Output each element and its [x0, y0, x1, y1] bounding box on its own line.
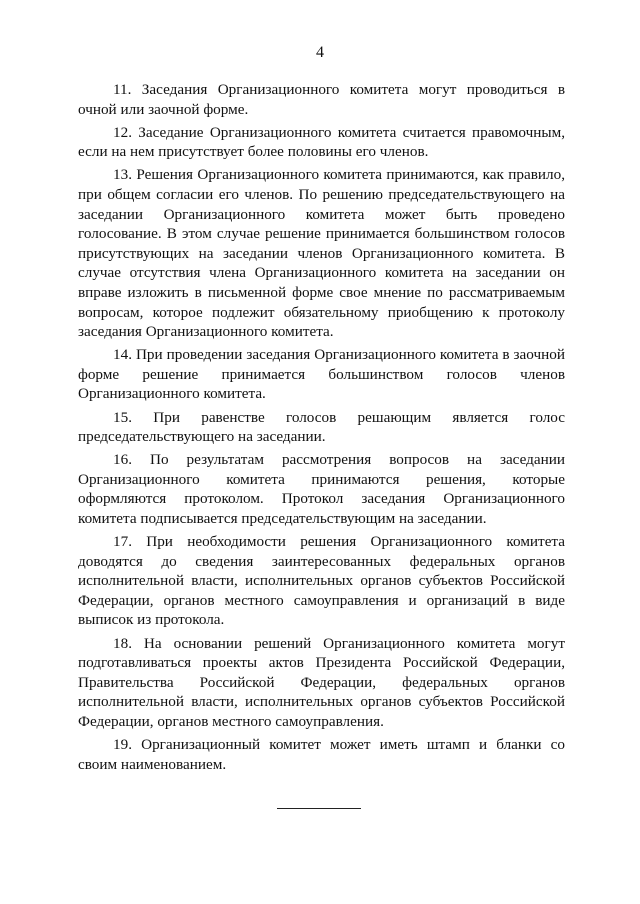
- paragraph-13: 13. Решения Организационного комитета принимаются, как правило, при общем согласии его членов. По решению председательствующего на заседании Организационного комитета может быть проведено голосование. В этом случае решение принимается большинством голосов присутствующих на заседании членов Организационного комитета. В случае отсутствия члена Организационного комитета на заседании он вправе изложить в письменной форме свое мнение по рассматриваемым вопросам, которое подлежит обязательному приобщению к протоколу заседания Организационного комитета.: [78, 166, 565, 341]
- page-number: 4: [316, 44, 324, 61]
- end-of-document-rule: [277, 808, 361, 809]
- paragraph-16: 16. По результатам рассмотрения вопросов на заседании Организационного комитета принимаются решения, которые оформляются протоколом. Протокол заседания Организационного комитета подписывается председательствующим на заседании.: [78, 451, 565, 527]
- paragraph-19: 19. Организационный комитет может иметь штамп и бланки со своим наименованием.: [78, 736, 565, 773]
- document-body: [78, 80, 565, 778]
- paragraph-15: 15. При равенстве голосов решающим является голос председательствующего на заседании.: [78, 408, 565, 446]
- paragraph-17: 17. При необходимости решения Организационного комитета доводятся до сведения заинтересованных федеральных органов исполнительной власти, исполнительных органов субъектов Российской Федерации, органов местного самоуправления и организаций в виде выписок из протокола.: [78, 533, 565, 629]
- paragraph-18: 18. На основании решений Организационного комитета могут подготавливаться проекты актов Президента Российской Федерации, Правительства Российской Федерации, федеральных органов исполнительной власти, исполнительных органов субъектов Российской Федерации, органов местного самоуправления.: [78, 634, 565, 730]
- paragraph-11: 11. Заседания Организационного комитета могут проводиться в очной или заочной форме.: [78, 81, 565, 118]
- paragraph-12: 12. Заседание Организационного комитета считается правомочным, если на нем присутствует более половины его членов.: [78, 123, 565, 161]
- paragraph-14: 14. При проведении заседания Организационного комитета в заочной форме решение принимается большинством голосов членов Организационного комитета.: [78, 346, 565, 403]
